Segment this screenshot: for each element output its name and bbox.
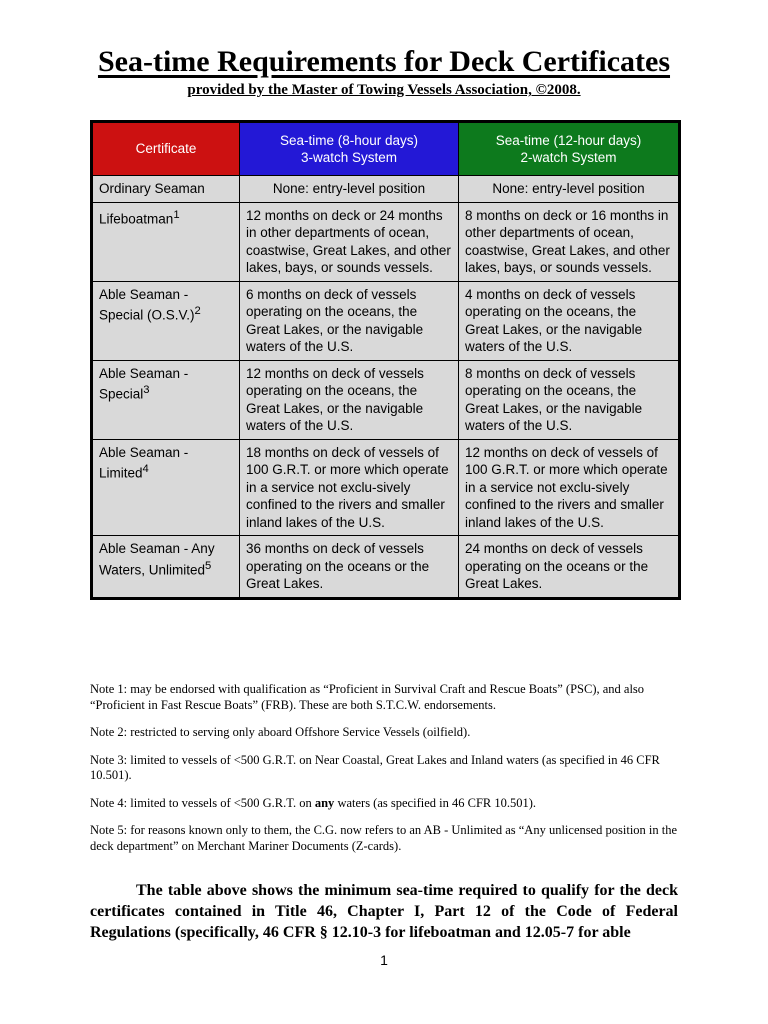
cell-three-watch: 12 months on deck or 24 months in other departments of ocean, coastwise, Great Lakes, and other lakes, bays, or sounds vessels.: [240, 202, 459, 281]
footnote-marker: 3: [143, 384, 150, 396]
cell-certificate: Lifeboatman$^1$: [92, 202, 240, 281]
table-header-row: [92, 122, 680, 176]
note-2: Note 2: restricted to serving only aboard Offshore Service Vessels (oilfield).: [90, 725, 471, 739]
note-4-emphasis: any: [314, 795, 335, 810]
header-three-watch: [240, 122, 459, 176]
note-5: Note 5: for reasons known only to them, the C.G. now refers to an AB - Unlimited as “Any unlicensed position in the deck department” on Merchant Mariner Documents (Z-cards).: [90, 823, 678, 853]
table-row: [92, 439, 680, 536]
header-three-watch-line1: Sea-time (8-hour days): [279, 132, 419, 148]
footnote-marker: 4: [142, 463, 149, 475]
cell-certificate: Able Seaman - Special $(O.S.V.)^2$: [92, 281, 240, 360]
body-text: [90, 880, 678, 943]
header-two-watch-line1: Sea-time (12-hour days): [495, 132, 642, 148]
note-1: Note 1: may be endorsed with qualification as “Proficient in Survival Craft and Rescue Boats” (PSC), and also “Proficient in Fast Rescue Boats” (FRB). These are both S.T.C.W. endorsements.: [90, 682, 645, 712]
cell-two-watch: None: entry-level position: [459, 176, 680, 203]
header-two-watch-line2: 2-watch System: [520, 150, 617, 165]
table-row: [92, 360, 680, 439]
notes-section: [90, 682, 680, 866]
cell-two-watch: 8 months on deck of vessels operating on the oceans, the Great Lakes, or the navigable waters of the U.S.: [459, 360, 680, 439]
header-certificate-label: Certificate: [135, 141, 197, 157]
cell-two-watch: 8 months on deck or 16 months in other departments of ocean, coastwise, Great Lakes, and other lakes, bays, or sounds vessels.: [459, 202, 680, 281]
table-row: [92, 202, 680, 281]
cell-three-watch: 12 months on deck of vessels operating on the oceans, the Great Lakes, or the navigable waters of the U.S.: [240, 360, 459, 439]
page-title: Sea-time Requirements for Deck Certificates: [97, 45, 671, 78]
footnote-marker: 2: [194, 305, 201, 317]
body-paragraph: The table above shows the minimum sea-time required to qualify for the deck certificates contained in Title 46, Chapter I, Part 12 of the Code of Federal Regulations (specifically, 46 CFR § 12.10-3 for lifeboatman and 12.05-7 for able: [90, 882, 678, 941]
page-number: 1: [380, 952, 388, 968]
cell-two-watch: 24 months on deck of vessels operating on the oceans or the Great Lakes.: [459, 536, 680, 599]
header-three-watch-line2: 3-watch System: [300, 150, 398, 165]
note-3: Note 3: limited to vessels of <500 G.R.T. on Near Coastal, Great Lakes and Inland waters (as specified in 46 CFR 10.501).: [90, 752, 660, 782]
table-row: [92, 536, 680, 599]
cell-two-watch: 4 months on deck of vessels operating on the oceans, the Great Lakes, or the navigable waters of the U.S.: [459, 281, 680, 360]
cell-certificate: Able Seaman - Limited$^4$: [92, 439, 240, 536]
cell-three-watch: None: entry-level position: [240, 176, 459, 203]
footnote-marker: 5: [205, 559, 212, 572]
footnote-marker: 1: [173, 208, 180, 221]
note-4: Note 4: limited to vessels of <500 G.R.T. on any waters (as specified in 46 CFR 10.501).: [90, 795, 537, 810]
header-two-watch: [459, 122, 680, 176]
header-certificate: [92, 122, 240, 176]
table-row: [92, 281, 680, 360]
page-subtitle: provided by the Master of Towing Vessels Association, ©2008.: [187, 82, 581, 98]
cell-certificate: Able Seaman - Any Waters, Unlimited$^5$: [92, 536, 240, 599]
cell-three-watch: 18 months on deck of vessels of 100 G.R.T. or more which operate in a service not exclu-sively confined to the rivers and smaller inland lakes of the U.S.: [240, 439, 459, 536]
cell-certificate: Ordinary Seaman: [92, 176, 240, 203]
cell-three-watch: 36 months on deck of vessels operating on the oceans or the Great Lakes.: [240, 536, 459, 599]
sea-time-table: [90, 120, 681, 600]
cell-three-watch: 6 months on deck of vessels operating on the oceans, the Great Lakes, or the navigable waters of the U.S.: [240, 281, 459, 360]
cell-two-watch: 12 months on deck of vessels of 100 G.R.T. or more which operate in a service not exclu-sively confined to the rivers and smaller inland lakes of the U.S.: [459, 439, 680, 536]
table-row: [92, 176, 680, 203]
cell-certificate: Able Seaman - Special$^3$: [92, 360, 240, 439]
